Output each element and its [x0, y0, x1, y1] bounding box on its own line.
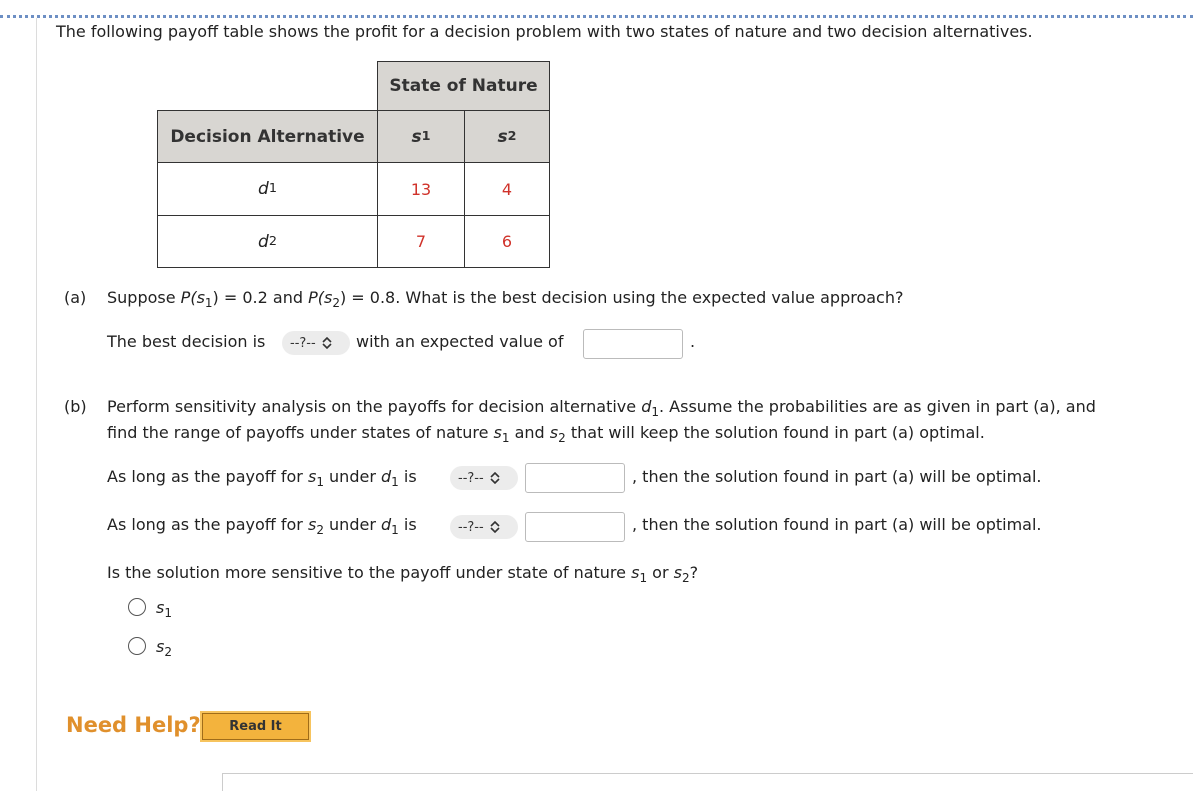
sensitivity-s1-end: , then the solution found in part (a) will be optimal. [632, 467, 1042, 486]
expected-value-input[interactable] [583, 329, 683, 359]
part-a-label: (a) [64, 288, 87, 307]
payoff-d2-s1: 7 [377, 215, 465, 268]
sensitivity-question: Is the solution more sensitive to the payoff under state of nature $s_1$ or $s_2$? [107, 563, 699, 586]
expected-value-label: with an expected value of [356, 332, 564, 351]
bottom-divider-edge [222, 773, 223, 791]
part-b-line1: Perform sensitivity analysis on the payoffs for decision alternative $d_1$. Assume the probabilities are as given in part (a), and [107, 397, 1096, 420]
radio-s1[interactable] [128, 598, 146, 616]
decision-alternative-header: Decision Alternative [157, 110, 378, 163]
header-s2: s 2 [464, 110, 550, 163]
row-label-d1: d 1 [157, 162, 378, 216]
bottom-divider [222, 773, 1193, 774]
best-decision-select[interactable]: --?-- [282, 331, 350, 355]
radio-s1-label: $s_1$ [156, 598, 172, 621]
part-b-label: (b) [64, 397, 87, 416]
sensitivity-s2-label: As long as the payoff for $s_2$ under $d_1$ is [107, 515, 417, 538]
chevron-updown-icon [490, 472, 500, 484]
payoff-d1-s2: 4 [464, 162, 550, 216]
read-it-button[interactable]: Read It [202, 713, 309, 740]
s2-payoff-input[interactable] [525, 512, 625, 542]
payoff-d1-s1: 13 [377, 162, 465, 216]
s2-comparison-select[interactable]: --?-- [450, 515, 518, 539]
radio-s2-label: $s_2$ [156, 637, 172, 660]
sensitivity-s1-label: As long as the payoff for $s_1$ under $d_1$ is [107, 467, 417, 490]
s1-payoff-input[interactable] [525, 463, 625, 493]
best-decision-label: The best decision is [107, 332, 266, 351]
left-rule [36, 18, 37, 791]
part-b-line2: find the range of payoffs under states of nature $s_1$ and $s_2$ that will keep the solution found in part (a) optimal. [107, 423, 985, 446]
intro-text: The following payoff table shows the profit for a decision problem with two states of nature and two decision alternatives. [56, 22, 1033, 41]
need-help-label: Need Help? [66, 713, 201, 737]
part-a-question: Suppose $P(s_1) = 0.2$ and $P(s_2) = 0.8$. What is the best decision using the expected value approach? [107, 288, 904, 311]
chevron-updown-icon [490, 521, 500, 533]
sensitivity-s2-end: , then the solution found in part (a) will be optimal. [632, 515, 1042, 534]
header-s1: s 1 [377, 110, 465, 163]
row-label-d2: d 2 [157, 215, 378, 268]
payoff-d2-s2: 6 [464, 215, 550, 268]
period-text: . [690, 332, 696, 351]
s1-comparison-select[interactable]: --?-- [450, 466, 518, 490]
chevron-updown-icon [322, 337, 332, 349]
top-dotted-border [0, 15, 1193, 18]
state-of-nature-header: State of Nature [377, 61, 550, 111]
radio-s2[interactable] [128, 637, 146, 655]
